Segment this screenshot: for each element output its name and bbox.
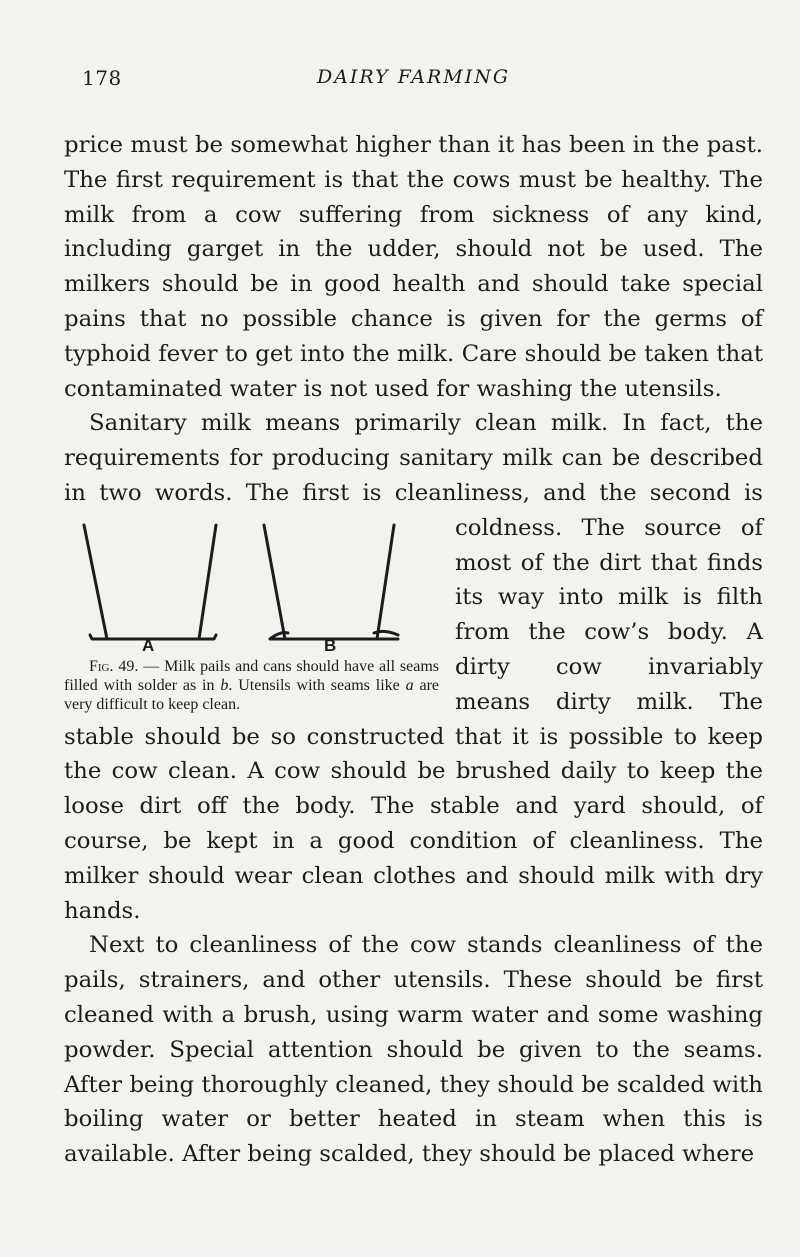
figure-49: [64, 519, 441, 714]
caption-text-1: — Milk pails and cans should have all seams filled with solder as in: [64, 657, 439, 694]
caption-ref-b: b: [220, 676, 229, 694]
paragraph-3: Next to cleanliness of the cow stands cleanliness of the pails, strainers, and other utensils. These should be first cleaned with a brush, using warm water and some washing powder. Special attention should be given to the seams. After being thoroughly cleaned, they should be scalded with boiling water or better heated in steam when this is available. After being scalded, they should be placed where: [64, 932, 763, 1168]
caption-text-2: . Utensils with seams like: [228, 676, 406, 694]
label-a: A: [142, 635, 155, 653]
paragraph-2: [64, 406, 763, 928]
label-b: B: [324, 635, 337, 653]
pail-a-seam-right: [199, 635, 216, 639]
page-number: 178: [82, 66, 122, 90]
paragraph-2-lead: Sanitary milk means primarily clean milk. In fact, the requirements for producing sanitary milk can be described in two words. The first is cleanliness, and the second: [64, 410, 763, 506]
body-text: [64, 128, 763, 1172]
caption-ref-a: a: [405, 676, 414, 694]
pail-a-outline: [84, 525, 216, 639]
paragraph-1: price must be somewhat higher than it has been in the past. The first requirement is that the cows must be healthy. The milk from a cow suffering from sickness of any kind, including garget in the udder, should not be used. The milkers should be in good health and should take special pains that no possible chance is given for the germs of typhoid fever to get into the milk. Care should be taken that contaminated water is not used for washing the utensils.: [64, 132, 763, 402]
running-head: [64, 60, 763, 100]
running-title: DAIRY FARMING: [316, 66, 511, 88]
pail-seam-diagram: [64, 519, 441, 653]
caption-figure-number: Fig. 49.: [89, 657, 139, 675]
caption-text-3: are very difficult to keep clean.: [64, 676, 440, 713]
pail-a-seam-left: [90, 635, 107, 639]
paragraph-2-continued: is coldness. The source of most of the dirt that finds its way into milk is filth from the cow’s body. A dirty cow invariably means dirty milk. The stable should be so constructed that it is possible to keep the cow clean. A cow should be brushed daily to keep the loose dirt off the body. The stable and yard should, of course, be kept in a good condition of cleanliness. The milker should wear clean clothes and should milk with dry hands.: [64, 479, 764, 924]
figure-caption: [64, 657, 441, 714]
pail-b-outline: [264, 525, 394, 639]
